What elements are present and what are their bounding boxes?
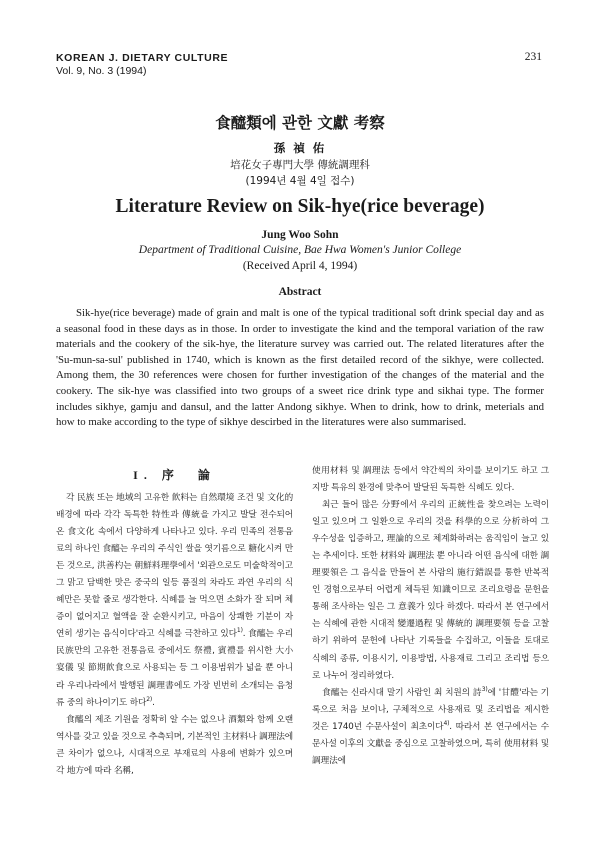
journal-volume: Vol. 9, No. 3 (1994) [56, 65, 147, 77]
english-received-date: (Received April 4, 1994) [242, 260, 358, 272]
intro-paragraph-1-text: 각 民族 또는 地域의 고유한 飮料는 自然環境 조건 및 文化的 배경에 따라 각각 독특한 特性과 傳統을 가지고 발달 전수되어 온 食文化 속에서 다양하게 나타나고 있다. 우리 민족의 전통음료의 하나인 食醯는 우리의 주식인 쌀을 엿기름으로 糖化시켜 만든 것으로, 洪善杓는 朝鮮料理學에서 '외관으로도 미술학적이고 그 맑고 담백한 맛은 중국의 일등 품질의 차라도 과연 우리의 식혜만은 못할 줄로 생각한다. 식혜를 늘 먹으면 소화가 잘 되며 체증이 없어지고 혈액을 잘 순환시키고, 마음이 상쾌한 기분이 자연히 생기는 음식이다'라고 식혜를 극찬하고 있다 [56, 493, 293, 640]
running-header [56, 52, 228, 78]
intro-paragraph-4-text: 食醯는 신라시대 말기 사람인 최 치원의 詩 [322, 687, 482, 698]
intro-paragraph-4-text-b: 에 '甘醴'라는 기록으로 처음 보이나, 구체적으로 사용재료 및 조리법을 제시한 것은 1740년 수문사설이 최초이다 [312, 687, 550, 732]
page-number: 231 [524, 51, 542, 63]
intro-paragraph-1-continued: . 食醯는 우리 民族만의 고유한 전통음료 중에서도 祭禮, 賓禮를 위시한 大小宴儀 및 節期飮食으로 사용되는 등 그 이용범위가 넓을 뿐 아니라 우리나라에서 발행된 調理書에도 가장 빈번히 소개되는 음청류 중의 하나이기도 하다 [56, 629, 294, 708]
section-heading: I. 序 論 [133, 468, 216, 482]
korean-received-date: (1994년 4월 4일 접수) [245, 175, 355, 187]
abstract-text: Sik-hye(rice beverage) made of grain and malt is one of the typical traditional soft drink special day and as a seasonal food in these days as in those. In order to investigate the kind and the temporal variation of the raw materials and the cookery of the sik-hye, the literature survey was carried out. The related literatures after the 'Su-mun-sa-sul' published in 1740, which is known as the first detailed record of the sikhye, were collected. Among them, the 30 references were chosen for further investigation of the changes of the material and the cookery. The sik-hye was classified into two groups of a sweet rice drink type and sikhai type. The former includes sikhye, gamju and dansul, and the latter Andong sikhye. When to drink, how to drink, meterials and how to make according to the type of sikhye descirbed in the literatures were also summarised. [56, 307, 544, 429]
abstract-heading: Abstract [278, 286, 322, 298]
citation-2: 2) [146, 695, 153, 703]
intro-paragraph-4-text-c: . 따라서 본 연구에서는 수문사설 이후의 文獻을 중심으로 고찰하였으며, 특히 使用材料 및 調理法에 [312, 721, 550, 766]
intro-paragraph-4 [312, 685, 549, 770]
intro-paragraph-3: 최근 들어 많은 分野에서 우리의 正統性을 찾으려는 노력이 일고 있으며 그 일환으로 우리의 것을 科學的으로 分析하여 그 우수성을 입증하고, 理論的으로 체계화하려는 움직임이 늘고 있는 추세이다. 또한 材料와 調理法 뿐 아니라 어떤 음식에 대한 調理要領은 그 음식을 만들어 본 사람의 施行錯誤를 통한 반복적인 경험으로부터 어렵게 체득된 知識이므로 조리요령을 문헌을 통해 조사하는 일은 그 意義가 있다 하겠다. 따라서 본 연구에서는 식혜에 관한 시대적 變遷過程 및 傳統的 調理要領 등을 고찰하기 위하여 문헌에 나타난 기록들을 수집하고, 이들을 토대로 식혜의 종류, 이용시기, 이용방법, 사용재료 그리고 조리법 등으로 나누어 정리하였다. [312, 500, 549, 681]
korean-affiliation: 培花女子專門大學 傳統調理科 [230, 159, 370, 171]
intro-paragraph-2: 食醯의 제조 기원을 정확히 알 수는 없으나 酒類와 함께 오랜 역사를 갖고 있을 것으로 추측되며, 기본적인 主材料나 調理法에 큰 차이가 없으나, 시대적으로 부재료의 사용에 변화가 있으며 각 地方에 따라 名稱, [56, 714, 293, 776]
english-affiliation: Department of Traditional Cuisine, Bae Hwa Women's Junior College [138, 244, 462, 256]
korean-title: 食醯類에 관한 文獻 考察 [215, 114, 385, 132]
citation-4: 4) [443, 719, 450, 727]
body-column-right [312, 463, 549, 770]
korean-author: 孫 禎 佑 [273, 141, 327, 155]
body-column-left [56, 460, 293, 780]
journal-name: KOREAN J. DIETARY CULTURE [56, 52, 229, 64]
intro-paragraph-1: 각 民族 또는 地域의 고유한 飮料는 自然環境 조건 및 文化的 배경에 따라 각각 독특한 特性과 傳統을 가지고 발달 전수되어 온 食文化 속에서 다양하게 나타나고 있다. 우리 민족의 전통음료의 하나인 食醯는 우리의 주식인 쌀을 엿기름으로 糖化시켜 만든 것으로, 洪善杓는 朝鮮料理學에서 '외관으로도 미술학적이고 그 맑고 담백한 맛은 중국의 일등 품질의 차라도 과연 우리의 식혜만은 못할 줄로 생각한다. 식혜를 늘 먹으면 소화가 잘 되며 체증이 없어지고 혈액을 잘 순환시키고, 마음이 상쾌한 기분이 자연히 생기는 음식이다'라고 식혜를 극찬하고 있다$^{1)}$. 食醯는 우리 民族만의 고유한 전통음료 중에서도 祭禮, 賓禮를 위시한 大小宴儀 및 節期飮食으로 사용되는 등 그 이용범위가 넓을 뿐 아니라 우리나라에서 발행된 調理書에도 가장 빈번히 소개되는 음청류 중의 하나이기도 하다$^{2)}$. [56, 493, 294, 708]
citation-1: 1) [236, 627, 243, 635]
english-title: Literature Review on Sik-hye(rice beverage) [115, 196, 485, 217]
english-author: Jung Woo Sohn [261, 229, 339, 241]
intro-paragraph-2-continued: 使用材料 및 調理法 등에서 약간씩의 차이를 보이기도 하고 그 지방 특유의 환경에 맞추어 발달된 독특한 식혜도 있다. [312, 466, 549, 494]
citation-3: 3) [481, 685, 488, 693]
